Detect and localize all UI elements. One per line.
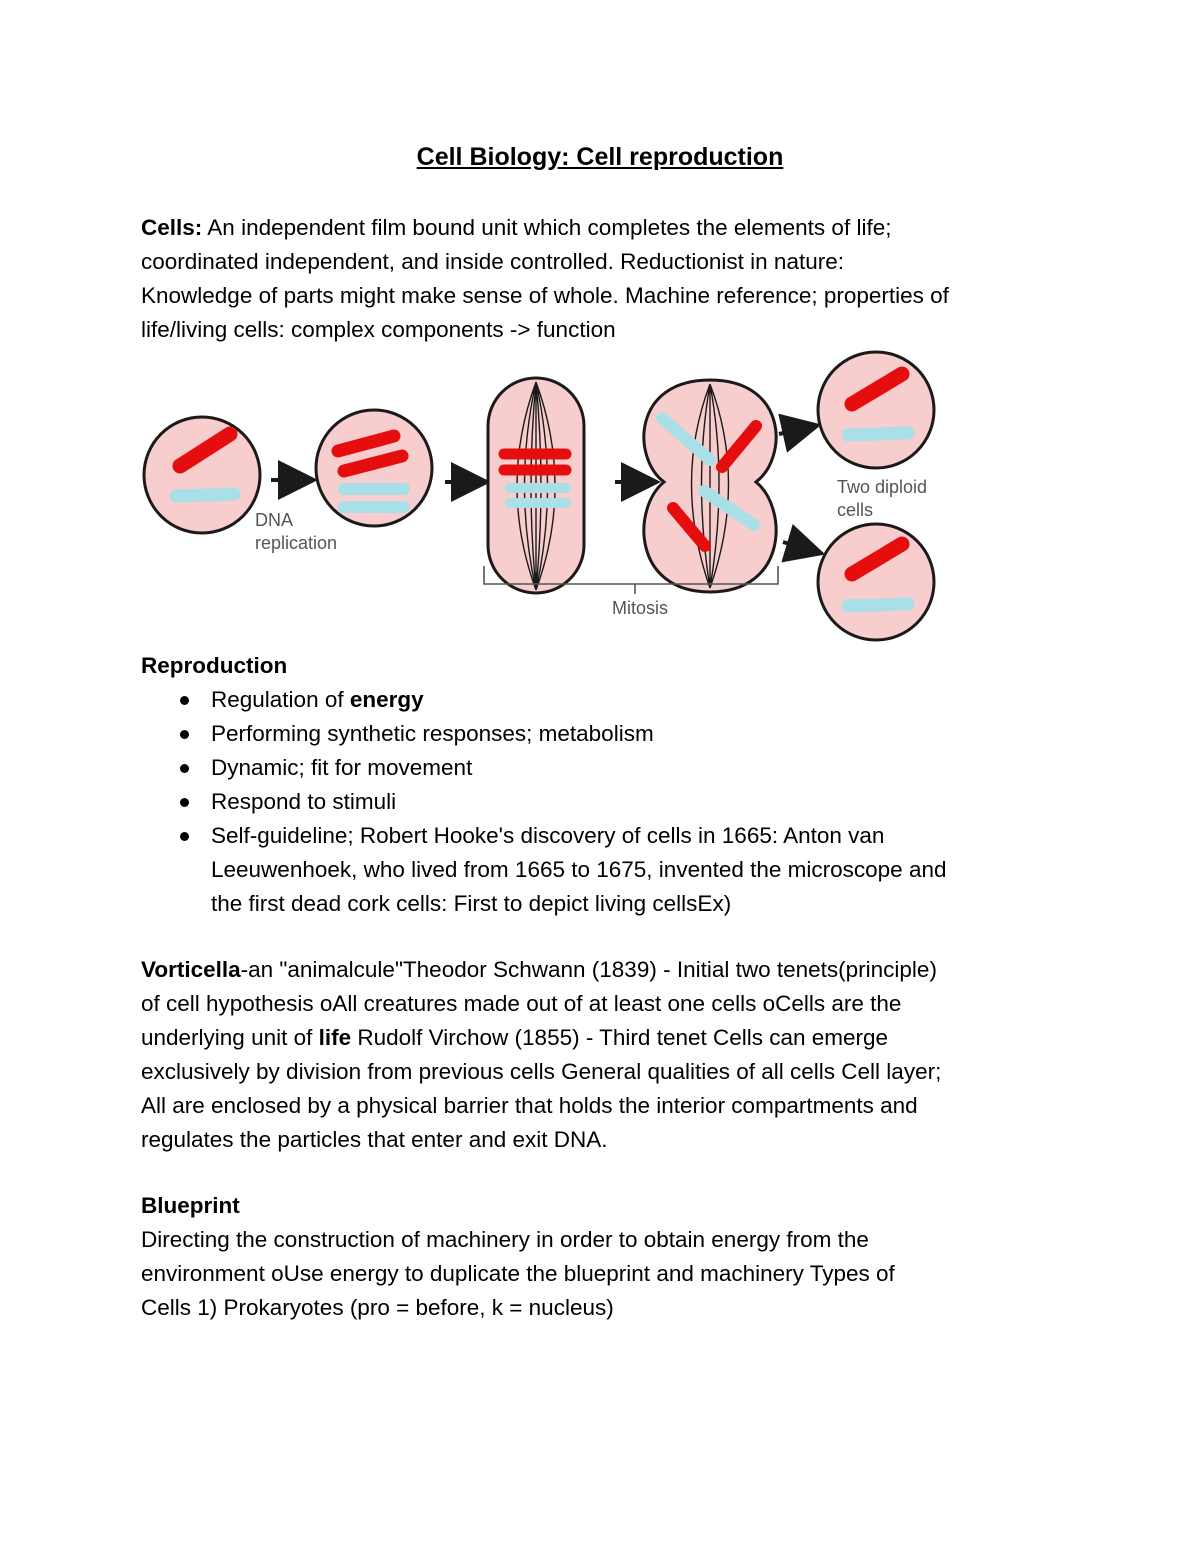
list-item: Regulation of energy — [141, 683, 1071, 717]
list-item: Respond to stimuli — [141, 785, 1071, 819]
arrow-lower-daughter — [783, 542, 810, 550]
replicated-cell — [316, 410, 432, 526]
blue-chromosome — [848, 433, 908, 435]
cells-line-2: coordinated independent, and inside controlled. Reductionist in nature: — [141, 249, 844, 274]
vorticella-term: Vorticella — [141, 957, 241, 982]
mitosis-label: Mitosis — [612, 598, 669, 618]
bullet-icon — [180, 730, 189, 739]
page-title: Cell Biology: Cell reproduction — [416, 143, 784, 171]
replication-label: replication — [255, 533, 338, 553]
parent-cell — [144, 417, 260, 533]
dna-label: DNA — [255, 510, 294, 530]
cells-line-4: life/living cells: complex components -> function — [141, 317, 616, 342]
cells-line-1: An independent film bound unit which completes the elements of life; — [207, 215, 892, 240]
cells-label: Cells: — [141, 215, 203, 240]
cells-paragraph — [141, 211, 1071, 347]
cells-label: cells — [837, 500, 874, 520]
list-item: Performing synthetic responses; metabolism — [141, 717, 1071, 751]
bullet-icon — [180, 798, 189, 807]
two-diploid-label: Two diploid — [837, 477, 928, 497]
bullet-icon — [180, 696, 189, 705]
daughter-cell-lower — [818, 524, 934, 640]
blueprint-paragraph: Directing the construction of machinery in order to obtain energy from the environment oUse energy to duplicate the blueprint and machinery Types of Cells 1) Prokaryotes (pro = before, k = nucleus) — [141, 1227, 895, 1320]
reproduction-list — [141, 683, 1071, 921]
blue-chromosome — [848, 604, 908, 606]
list-item: Self-guideline; Robert Hooke's discovery of cells in 1665: Anton van Leeuwenhoek, who lived from 1665 to 1675, invented the microscope and the first dead cork cells: First to depict living cellsEx) — [141, 819, 1071, 921]
daughter-cell-upper — [818, 352, 934, 468]
arrow-upper-daughter — [779, 428, 806, 434]
mitosis-diagram — [138, 348, 948, 648]
bullet-icon — [180, 764, 189, 773]
metaphase-cell — [488, 378, 584, 593]
list-item: Dynamic; fit for movement — [141, 751, 1071, 785]
reproduction-heading: Reproduction — [141, 653, 288, 678]
blueprint-heading: Blueprint — [141, 1193, 240, 1218]
blue-chromosome — [176, 494, 234, 496]
bullet-icon — [180, 832, 189, 841]
vorticella-paragraph: Vorticella-an "animalcule"Theodor Schwann (1839) - Initial two tenets(principle) of cell hypothesis oAll creatures made out of at least one cells oCells are the underlying unit of life Rudolf Virchow (1855) - Third tenet Cells can emerge exclusively by division from previous cells General qualities of all cells Cell layer; All are enclosed by a physical barrier that holds the interior compartments and regulates the particles that enter and exit DNA. — [141, 957, 942, 1152]
anaphase-cell — [644, 380, 776, 592]
cells-line-3: Knowledge of parts might make sense of whole. Machine reference; properties of — [141, 283, 949, 308]
